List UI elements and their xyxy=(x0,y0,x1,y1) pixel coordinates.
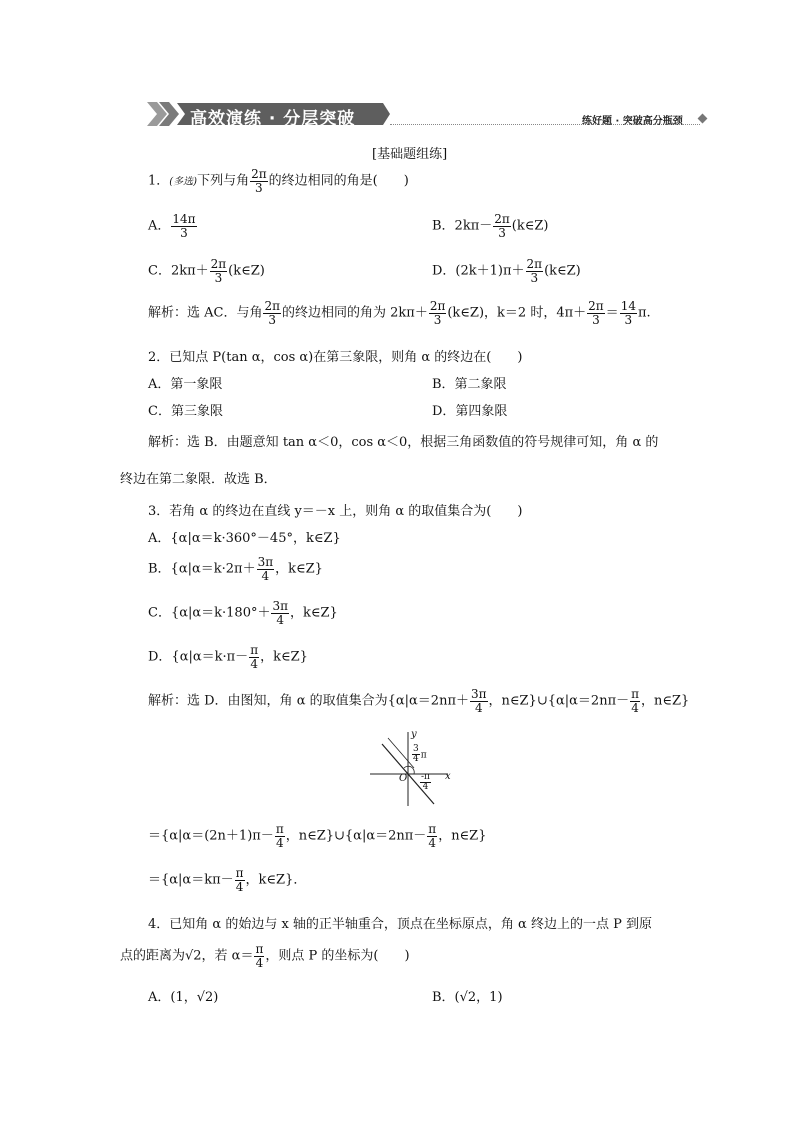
q1-option-d: D．(2k＋1)π＋ $\frac{2\pi}{3}$ (k∈Z) xyxy=(432,257,581,285)
q3-option-d: D．{α|α＝k·π－ $\frac{\pi}{4}$ ，k∈Z} xyxy=(148,643,308,671)
q3-solution-line2: ＝{α|α＝(2n＋1)π－ $\frac{\pi}{4}$ ，n∈Z}∪{α|α＝2nπ－ $\frac{\pi}{4}$ ，n∈Z} xyxy=(148,822,487,850)
q1-option-c: C．2kπ＋ $\frac{2\pi}{3}$ (k∈Z) xyxy=(148,257,265,285)
q1-option-a: A． $\frac{14\pi}{3}$ xyxy=(148,212,196,240)
q1-stem: 1．(多选)下列与角 $\frac{2\pi}{3}$ 的终边相同的角是( ) xyxy=(148,167,409,195)
diamond-icon xyxy=(698,114,708,124)
figure-top-label: $\frac{3}{4}$ π xyxy=(413,744,427,765)
header-right-text: 练好题 · 突破高分瓶颈 xyxy=(582,116,683,127)
banner-title: 高效演练 · 分层突破 xyxy=(190,109,356,129)
q2-stem: 2．已知点 P(tan α，cos α)在第三象限，则角 α 的终边在( ) xyxy=(148,350,523,365)
q3-option-a: A．{α|α＝k·360°－45°，k∈Z} xyxy=(148,531,341,546)
q3-solution-line1: 解析：选 D．由图知，角 α 的取值集合为{α|α＝2nπ＋ $\frac{3\pi}{4}$ ，n∈Z}∪{α|α＝2nπ－ $\frac{\pi}{4}$ ，n∈Z} xyxy=(148,687,690,715)
q2-option-d: D．第四象限 xyxy=(432,404,508,419)
q3-solution-line3: ＝{α|α＝kπ－ $\frac{\pi}{4}$ ，k∈Z}． xyxy=(148,866,307,894)
figure-x-label: x xyxy=(445,771,451,782)
q2-solution-line2: 终边在第二象限．故选 B． xyxy=(120,472,277,487)
q2-option-b: B．第二象限 xyxy=(432,377,507,392)
q4-stem-line2: 点的距离为√2，若 α＝ $\frac{\pi}{4}$ ，则点 P 的坐标为( ) xyxy=(120,942,410,970)
q2-solution-line1: 解析：选 B．由题意知 tan α＜0，cos α＜0，根据三角函数值的符号规律可知，角 α 的 xyxy=(148,435,659,450)
figure-bottom-label: $\frac{-\pi}{4}$ xyxy=(421,772,430,793)
section-title: [基础题组练] xyxy=(372,147,448,162)
q3-option-c: C．{α|α＝k·180°＋ $\frac{3\pi}{4}$ ，k∈Z} xyxy=(148,599,338,627)
q3-stem: 3．若角 α 的终边在直线 y＝－x 上，则角 α 的取值集合为( ) xyxy=(148,504,523,519)
figure-origin-label: O xyxy=(399,773,408,784)
q1-solution: 解析：选 AC．与角 $\frac{2\pi}{3}$ 的终边相同的角为 2kπ＋ $\frac{2\pi}{3}$ (k∈Z)，k＝2 时，4π＋ $\frac{2\pi}{3}$ ＝ $\frac{14}{3}$ π. xyxy=(148,299,651,327)
q3-option-b: B．{α|α＝k·2π＋ $\frac{3\pi}{4}$ ，k∈Z} xyxy=(148,555,323,583)
q2-option-c: C．第三象限 xyxy=(148,404,223,419)
q4-option-b: B．(√2，1) xyxy=(432,990,503,1005)
q4-stem-line1: 4．已知角 α 的始边与 x 轴的正半轴重合，顶点在坐标原点，角 α 终边上的一点 P 到原 xyxy=(148,917,652,932)
figure-y-label: y xyxy=(411,729,417,740)
q3-angle-figure xyxy=(368,728,458,808)
q2-option-a: A．第一象限 xyxy=(148,377,223,392)
q1-option-b: B．2kπ－ $\frac{2\pi}{3}$ (k∈Z) xyxy=(432,212,549,240)
q4-option-a: A．(1，√2) xyxy=(148,990,219,1005)
